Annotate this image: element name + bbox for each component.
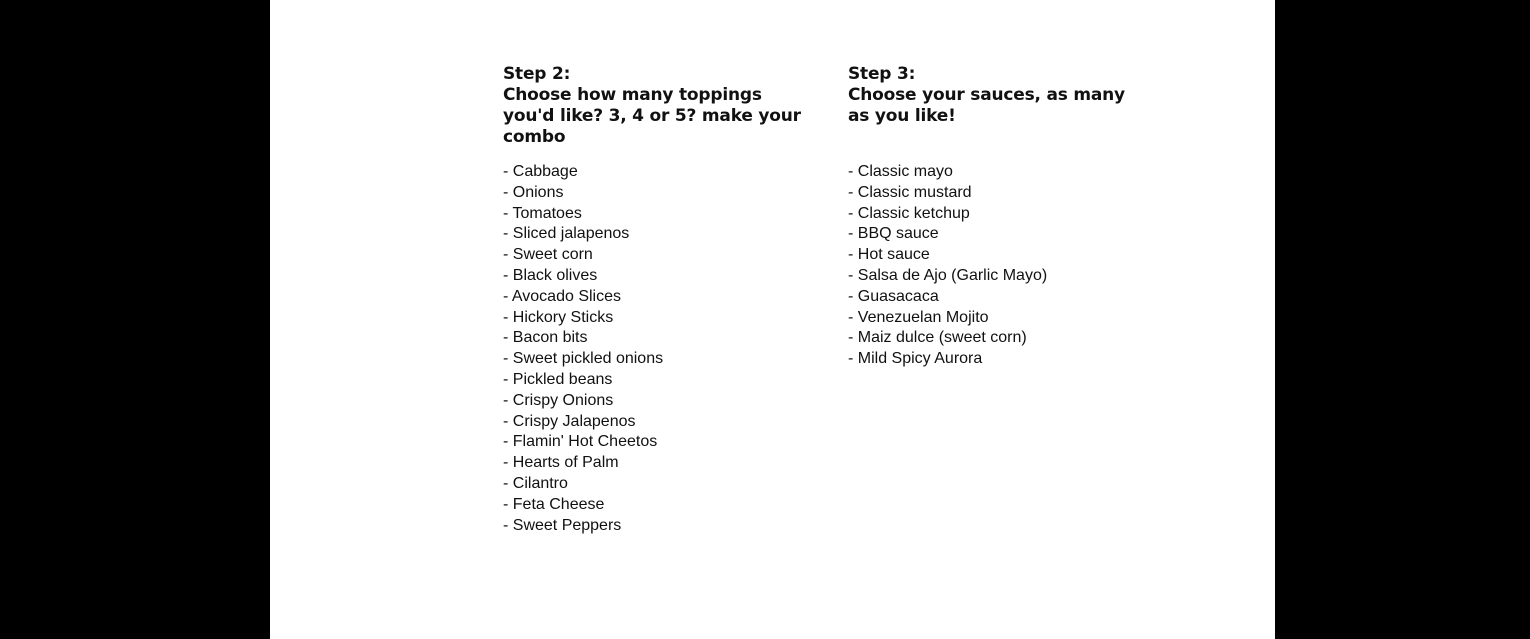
sauces-heading: [848, 64, 1148, 127]
sauce-item: - Guasacaca: [848, 287, 939, 305]
topping-item: - Feta Cheese: [503, 495, 605, 513]
sauce-item: - Mild Spicy Aurora: [848, 350, 983, 368]
topping-item: - Cilantro: [503, 474, 568, 492]
sauce-item: - Classic mayo: [848, 163, 953, 180]
topping-item: - Crispy Jalapenos: [503, 412, 636, 430]
topping-item: - Avocado Slices: [503, 287, 621, 305]
sauce-item: - Salsa de Ajo (Garlic Mayo): [848, 266, 1048, 284]
topping-item: - Sweet Peppers: [503, 516, 622, 534]
topping-item: - Crispy Onions: [503, 391, 614, 409]
sauces-step-label: Step 3:: [848, 64, 916, 84]
topping-item: - Sweet corn: [503, 246, 593, 264]
content-page: [270, 0, 1275, 639]
sauce-item: - Hot sauce: [848, 246, 930, 264]
sauce-item: - Classic ketchup: [848, 204, 970, 222]
sauces-title: Choose your sauces, as many as you like!: [848, 85, 1125, 126]
topping-item: - Pickled beans: [503, 370, 613, 388]
topping-item: - Black olives: [503, 266, 598, 284]
topping-item: - Hearts of Palm: [503, 454, 619, 472]
sauce-item: - Venezuelan Mojito: [848, 308, 989, 326]
sauce-item: - Classic mustard: [848, 183, 972, 201]
topping-item: - Hickory Sticks: [503, 308, 614, 326]
topping-item: - Tomatoes: [503, 204, 582, 222]
topping-item: - Onions: [503, 183, 564, 201]
toppings-heading: [503, 64, 803, 148]
toppings-title: Choose how many toppings you'd like? 3, 4 or 5? make your combo: [503, 85, 801, 147]
toppings-step-label: Step 2:: [503, 64, 571, 84]
topping-item: - Sweet pickled onions: [503, 350, 664, 368]
sauce-item: - BBQ sauce: [848, 225, 939, 243]
topping-item: - Cabbage: [503, 163, 578, 180]
toppings-list: [503, 162, 803, 536]
sauces-section: [848, 64, 1148, 370]
sauces-list: [848, 162, 1148, 370]
sauce-item: - Maiz dulce (sweet corn): [848, 329, 1027, 347]
topping-item: - Flamin' Hot Cheetos: [503, 433, 658, 451]
topping-item: - Bacon bits: [503, 329, 588, 347]
toppings-section: [503, 64, 803, 536]
topping-item: - Sliced jalapenos: [503, 225, 630, 243]
